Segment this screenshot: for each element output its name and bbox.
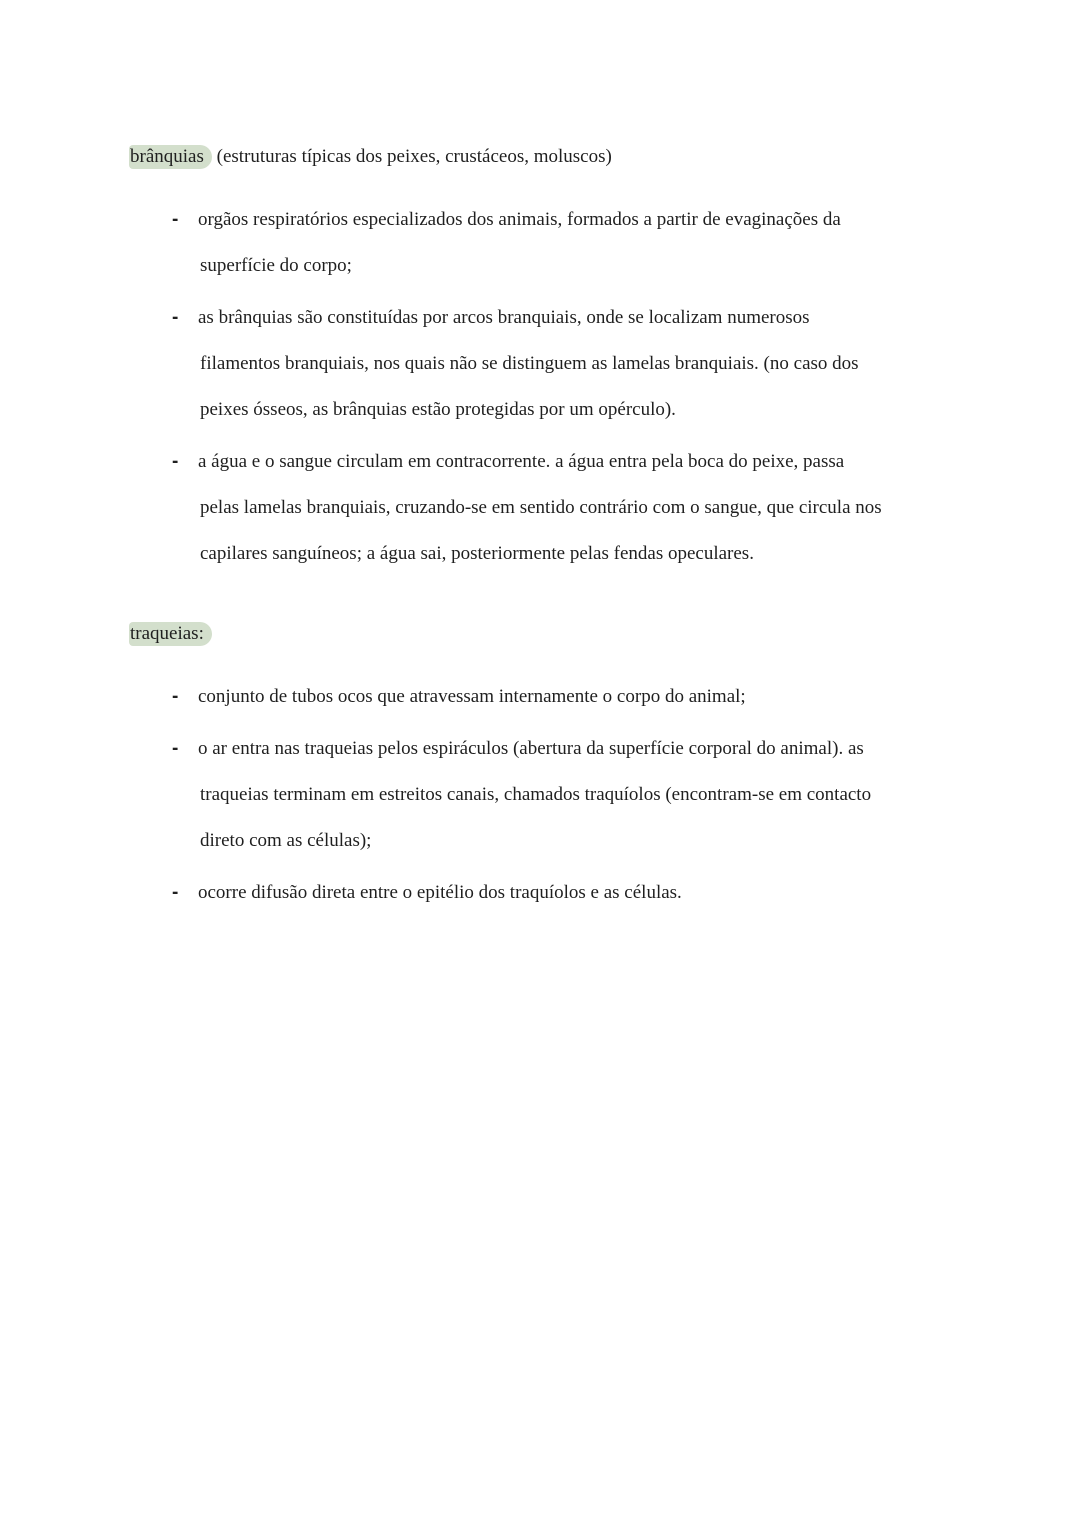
item-line: capilares sanguíneos; a água sai, posteriormente pelas fendas opeculares. — [200, 543, 754, 564]
section-traqueias — [130, 622, 1010, 922]
section-branquias — [130, 145, 1010, 583]
item-line: ocorre difusão direta entre o epitélio dos traquíolos e as células. — [198, 882, 682, 903]
item-line: o ar entra nas traqueias pelos espiráculos (abertura da superfície corporal do animal). as — [198, 738, 864, 759]
item-line: peixes ósseos, as brânquias estão protegidas por um opérculo). — [200, 399, 676, 420]
section-heading-line — [130, 622, 1010, 646]
list-item — [130, 439, 1010, 577]
section-heading-line — [130, 145, 1010, 169]
item-line: pelas lamelas branquiais, cruzando-se em sentido contrário com o sangue, que circula nos — [200, 497, 882, 518]
list-item — [130, 870, 1010, 916]
item-line: orgãos respiratórios especializados dos animais, formados a partir de evaginações da — [198, 209, 841, 230]
list-item — [130, 674, 1010, 720]
item-line: filamentos branquiais, nos quais não se distinguem as lamelas branquiais. (no caso dos — [200, 353, 859, 374]
bullet-dash: - — [172, 451, 179, 472]
heading-description: (estruturas típicas dos peixes, crustáceos, moluscos) — [211, 146, 612, 167]
list-item — [130, 726, 1010, 864]
item-line: conjunto de tubos ocos que atravessam internamente o corpo do animal; — [198, 686, 746, 707]
bullet-dash: - — [172, 209, 179, 230]
highlighted-term: traqueias: — [129, 622, 212, 646]
list-item — [130, 295, 1010, 433]
item-line: superfície do corpo; — [200, 255, 352, 276]
bullet-list — [130, 197, 1010, 577]
item-line: as brânquias são constituídas por arcos branquiais, onde se localizam numerosos — [198, 307, 810, 328]
item-line: a água e o sangue circulam em contracorrente. a água entra pela boca do peixe, passa — [198, 451, 845, 472]
bullet-dash: - — [172, 307, 179, 328]
list-item — [130, 197, 1010, 289]
bullet-list — [130, 674, 1010, 916]
highlighted-term: brânquias — [129, 145, 212, 169]
bullet-dash: - — [172, 738, 179, 759]
item-line: direto com as células); — [200, 830, 372, 851]
bullet-dash: - — [172, 686, 179, 707]
bullet-dash: - — [172, 882, 179, 903]
item-line: traqueias terminam em estreitos canais, chamados traquíolos (encontram-se em contacto — [200, 784, 872, 805]
